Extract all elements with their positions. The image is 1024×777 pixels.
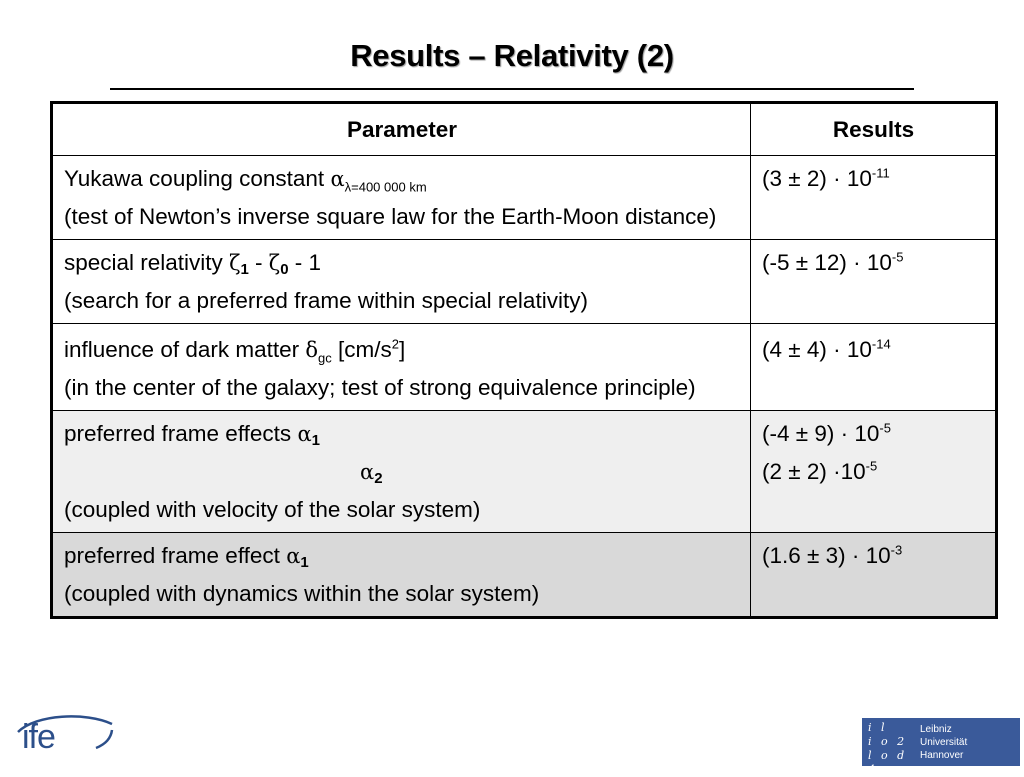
luh-text-line: Hannover (920, 750, 964, 761)
parameter-label: Yukawa coupling constant (64, 166, 331, 191)
parameter-name (64, 540, 740, 572)
table-row (52, 411, 997, 533)
unit-close: ] (399, 337, 406, 362)
table-header-row (52, 103, 997, 156)
result-exponent: -11 (871, 165, 890, 181)
result-exponent: -5 (891, 249, 904, 265)
parameter-label: special relativity (64, 250, 230, 275)
result-base: (-4 ± 9) · 10 (762, 421, 880, 446)
table-row (52, 240, 997, 324)
symbol-subscript: 1 (311, 432, 320, 449)
luh-mark-line: l o d 4 (868, 749, 908, 776)
result-cell (751, 533, 997, 618)
result-exponent: -5 (879, 420, 891, 436)
parameter-label: preferred frame effects (64, 421, 298, 446)
symbol-subscript: gc (318, 350, 332, 366)
result-base: (2 ± 2) ·10 (762, 459, 866, 484)
zeta-symbol: ζ (229, 251, 241, 275)
result-value (762, 166, 890, 191)
parameter-name (64, 418, 740, 450)
symbol-subscript: 1 (300, 554, 309, 571)
alpha-symbol: α (360, 460, 375, 484)
result-exponent: -14 (871, 336, 891, 352)
alpha-symbol: α (330, 167, 345, 191)
minus-sign: - (248, 250, 269, 275)
result-value (762, 250, 903, 275)
slide-title: Results – Relativity (2) (350, 38, 674, 73)
results-table (50, 101, 998, 619)
unit-exponent: 2 (391, 336, 399, 352)
parameter-name (64, 247, 740, 279)
luh-logo-text (920, 723, 967, 762)
parameter-note: (test of Newton’s inverse square law for the Earth-Moon distance) (64, 204, 717, 229)
parameter-note: (search for a preferred frame within special relativity) (64, 288, 588, 313)
luh-logo (862, 718, 1020, 776)
result-base: (3 ± 2) · 10 (762, 166, 872, 191)
result-cell (751, 156, 997, 240)
result-value (762, 543, 902, 568)
symbol-subscript: λ=400 000 km (344, 179, 427, 195)
parameter-name (64, 163, 740, 195)
result-cell (751, 411, 997, 533)
parameter-cell (52, 533, 751, 618)
parameter-note: (coupled with velocity of the solar system) (64, 497, 481, 522)
title-underline (110, 88, 914, 90)
ife-logo: ife (22, 718, 55, 756)
symbol-subscript: 0 (280, 261, 289, 278)
parameter-name-2 (64, 456, 740, 488)
table-row (52, 324, 997, 411)
luh-text-line: Leibniz (920, 724, 952, 735)
luh-logo-mark (862, 718, 914, 776)
parameter-cell (52, 411, 751, 533)
result-exponent: -5 (865, 458, 878, 474)
alpha-symbol: α (286, 544, 301, 568)
luh-mark-line: i o 2 (868, 735, 908, 748)
result-value-2 (762, 456, 985, 488)
alpha-symbol: α (297, 422, 312, 446)
table-row (52, 156, 997, 240)
parameter-label: influence of dark matter (64, 337, 306, 362)
parameter-note: (in the center of the galaxy; test of strong equivalence principle) (64, 375, 696, 400)
result-value (762, 418, 985, 450)
parameter-name (64, 334, 740, 366)
parameter-tail: - 1 (288, 250, 322, 275)
header-results: Results (751, 103, 997, 156)
parameter-note: (coupled with dynamics within the solar system) (64, 581, 540, 606)
luh-mark-line: i l (868, 721, 888, 734)
result-exponent: -3 (890, 542, 903, 558)
zeta-symbol: ζ (268, 251, 281, 275)
luh-text-line: Universität (920, 737, 968, 748)
delta-symbol: δ (305, 338, 319, 362)
result-base: (-5 ± 12) · 10 (762, 250, 892, 275)
parameter-cell (52, 240, 751, 324)
symbol-subscript: 1 (240, 261, 249, 278)
parameter-label: preferred frame effect (64, 543, 287, 568)
unit-label: [cm/s (331, 337, 392, 362)
result-base: (1.6 ± 3) · 10 (762, 543, 891, 568)
table-row (52, 533, 997, 618)
result-base: (4 ± 4) · 10 (762, 337, 872, 362)
parameter-cell (52, 324, 751, 411)
header-parameter: Parameter (52, 103, 751, 156)
symbol-subscript: 2 (374, 470, 383, 487)
parameter-cell (52, 156, 751, 240)
result-cell (751, 324, 997, 411)
result-value (762, 337, 891, 362)
result-cell (751, 240, 997, 324)
